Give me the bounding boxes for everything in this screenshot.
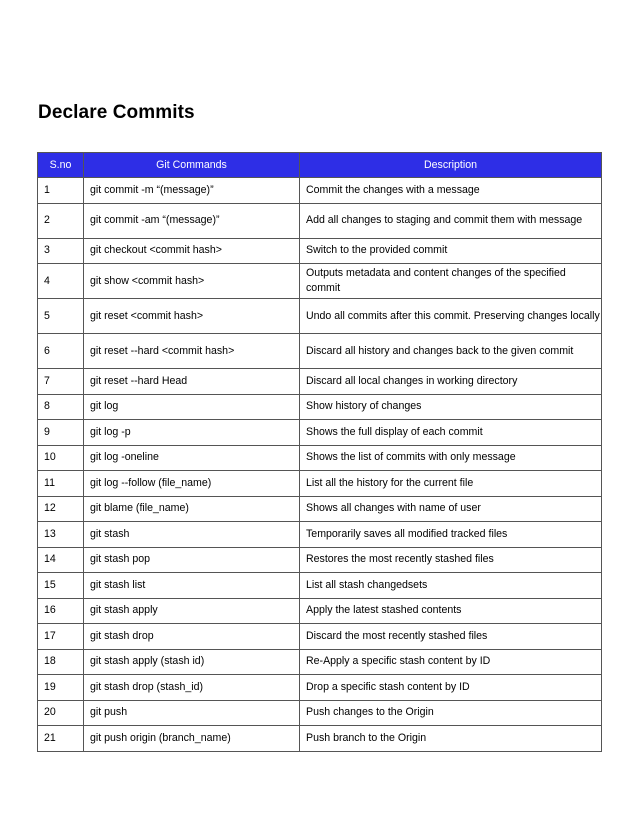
header-description: Description bbox=[300, 153, 602, 178]
table-row bbox=[38, 700, 602, 726]
cell-description: Commit the changes with a message bbox=[300, 178, 602, 204]
header-sno: S.no bbox=[38, 153, 84, 178]
cell-command: git reset --hard Head bbox=[84, 369, 300, 395]
cell-sno: 12 bbox=[38, 496, 84, 522]
cell-description: Re-Apply a specific stash content by ID bbox=[300, 649, 602, 675]
cell-sno: 4 bbox=[38, 264, 84, 299]
cell-command: git push bbox=[84, 700, 300, 726]
table-row bbox=[38, 299, 602, 334]
cell-sno: 9 bbox=[38, 420, 84, 446]
cell-description: Apply the latest stashed contents bbox=[300, 598, 602, 624]
cell-sno: 10 bbox=[38, 445, 84, 471]
cell-command: git stash drop (stash_id) bbox=[84, 675, 300, 701]
cell-sno: 8 bbox=[38, 394, 84, 420]
cell-command: git stash drop bbox=[84, 624, 300, 650]
cell-command: git stash pop bbox=[84, 547, 300, 573]
cell-sno: 17 bbox=[38, 624, 84, 650]
cell-sno: 3 bbox=[38, 238, 84, 264]
cell-description: Undo all commits after this commit. Preserving changes locally bbox=[300, 299, 602, 334]
table-row bbox=[38, 203, 602, 238]
cell-sno: 20 bbox=[38, 700, 84, 726]
cell-command: git push origin (branch_name) bbox=[84, 726, 300, 752]
cell-command: git stash list bbox=[84, 573, 300, 599]
table-row bbox=[38, 726, 602, 752]
table-row bbox=[38, 394, 602, 420]
cell-description: Show history of changes bbox=[300, 394, 602, 420]
cell-command: git log --follow (file_name) bbox=[84, 471, 300, 497]
cell-sno: 15 bbox=[38, 573, 84, 599]
cell-command: git stash apply (stash id) bbox=[84, 649, 300, 675]
table-row bbox=[38, 471, 602, 497]
cell-sno: 2 bbox=[38, 203, 84, 238]
cell-sno: 21 bbox=[38, 726, 84, 752]
cell-sno: 1 bbox=[38, 178, 84, 204]
cell-command: git log -p bbox=[84, 420, 300, 446]
cell-description: Shows the list of commits with only message bbox=[300, 445, 602, 471]
cell-sno: 19 bbox=[38, 675, 84, 701]
cell-command: git checkout <commit hash> bbox=[84, 238, 300, 264]
table-row bbox=[38, 598, 602, 624]
table-row bbox=[38, 445, 602, 471]
table-row bbox=[38, 547, 602, 573]
table-row bbox=[38, 369, 602, 395]
page-title: Declare Commits bbox=[38, 102, 195, 123]
table-row bbox=[38, 420, 602, 446]
cell-command: git commit -m “(message)” bbox=[84, 178, 300, 204]
cell-command: git stash bbox=[84, 522, 300, 548]
cell-description: Discard all local changes in working directory bbox=[300, 369, 602, 395]
cell-description: Drop a specific stash content by ID bbox=[300, 675, 602, 701]
cell-command: git commit -am “(message)” bbox=[84, 203, 300, 238]
table-row bbox=[38, 334, 602, 369]
table-row bbox=[38, 649, 602, 675]
cell-sno: 16 bbox=[38, 598, 84, 624]
cell-command: git reset <commit hash> bbox=[84, 299, 300, 334]
cell-description: Outputs metadata and content changes of the specified commit bbox=[300, 264, 602, 299]
cell-command: git log -oneline bbox=[84, 445, 300, 471]
cell-description: Push changes to the Origin bbox=[300, 700, 602, 726]
cell-sno: 11 bbox=[38, 471, 84, 497]
cell-command: git reset --hard <commit hash> bbox=[84, 334, 300, 369]
table-row bbox=[38, 624, 602, 650]
cell-command: git blame (file_name) bbox=[84, 496, 300, 522]
cell-description: List all stash changedsets bbox=[300, 573, 602, 599]
table-row bbox=[38, 675, 602, 701]
cell-command: git log bbox=[84, 394, 300, 420]
cell-sno: 18 bbox=[38, 649, 84, 675]
cell-command: git stash apply bbox=[84, 598, 300, 624]
table-row bbox=[38, 573, 602, 599]
table-row bbox=[38, 496, 602, 522]
cell-sno: 6 bbox=[38, 334, 84, 369]
header-git-commands: Git Commands bbox=[84, 153, 300, 178]
table-row bbox=[38, 238, 602, 264]
cell-description: Shows the full display of each commit bbox=[300, 420, 602, 446]
cell-sno: 5 bbox=[38, 299, 84, 334]
cell-description: Push branch to the Origin bbox=[300, 726, 602, 752]
cell-description: Restores the most recently stashed files bbox=[300, 547, 602, 573]
cell-sno: 14 bbox=[38, 547, 84, 573]
cell-description: Add all changes to staging and commit them with message bbox=[300, 203, 602, 238]
cell-description: Switch to the provided commit bbox=[300, 238, 602, 264]
cell-description: List all the history for the current file bbox=[300, 471, 602, 497]
cell-description: Discard the most recently stashed files bbox=[300, 624, 602, 650]
git-commands-table bbox=[37, 152, 602, 752]
table-row bbox=[38, 178, 602, 204]
cell-command: git show <commit hash> bbox=[84, 264, 300, 299]
cell-description: Shows all changes with name of user bbox=[300, 496, 602, 522]
table-row bbox=[38, 264, 602, 299]
cell-description: Discard all history and changes back to the given commit bbox=[300, 334, 602, 369]
table-header-row bbox=[38, 153, 602, 178]
cell-sno: 7 bbox=[38, 369, 84, 395]
cell-sno: 13 bbox=[38, 522, 84, 548]
table-row bbox=[38, 522, 602, 548]
cell-description: Temporarily saves all modified tracked files bbox=[300, 522, 602, 548]
